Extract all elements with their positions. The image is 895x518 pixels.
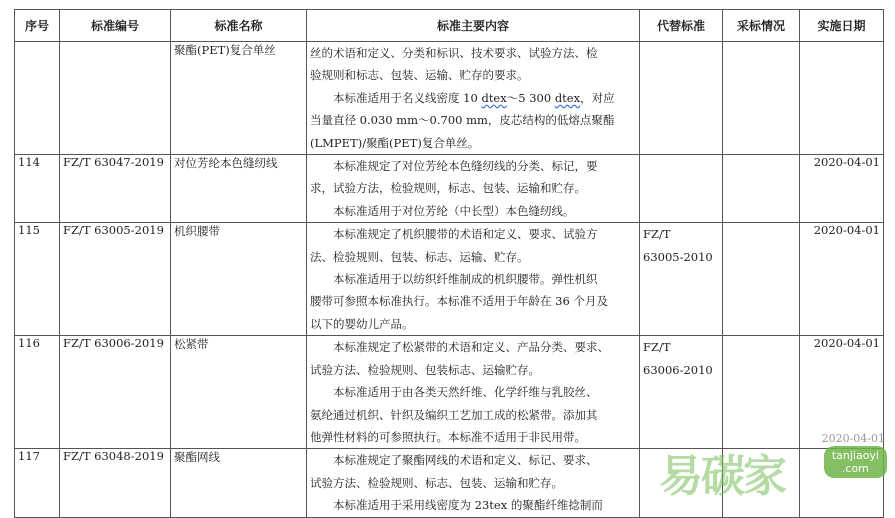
table-row (15, 223, 884, 336)
col-header-code: 标准编号 (60, 10, 171, 42)
content-line: 腰带可参照本标准执行。本标准不适用于年龄在 36 个月及 (310, 294, 608, 309)
replaced-line: FZ/T (643, 227, 671, 242)
row-number (15, 42, 60, 155)
content-line: 本标准规定了对位芳纶本色缝纫线的分类、标记，要 (333, 159, 598, 174)
replaced-line: 63006-2010 (643, 362, 713, 377)
content-line: 本标准规定了聚酯网线的术语和定义、标记、要求、 (333, 453, 598, 468)
standard-code: FZ/T 63005-2019 (60, 223, 171, 336)
effective-date: 2020-04-01 (800, 336, 884, 449)
col-header-seq: 序号 (15, 10, 60, 42)
effective-date: 2020-04-01 (800, 155, 884, 223)
watermark-brand: 易碳家 (659, 451, 785, 502)
content-line: 本标准规定了松紧带的术语和定义、产品分类、要求、 (333, 340, 609, 355)
replaced-line: FZ/T (643, 340, 671, 355)
standard-code: FZ/T 63047-2019 (60, 155, 171, 223)
content-line: 他弹性材料的可参照执行。本标准不适用于非民用带。 (310, 429, 586, 444)
content-line: 本标准适用于由各类天然纤维、化学纤维与乳胶丝、 (333, 385, 598, 400)
content-line: 本标准适用于对位芳纶（中长型）本色缝纫线。 (333, 203, 575, 218)
standard-content (307, 449, 640, 517)
col-header-replaces: 代替标准 (640, 10, 723, 42)
standard-name: 对位芳纶本色缝纫线 (171, 155, 307, 223)
adoption-status (723, 336, 800, 449)
replaced-standard (640, 336, 723, 449)
content-line: 验规则和标志、包装、运输、贮存的要求。 (310, 68, 529, 83)
adoption-status (723, 155, 800, 223)
row-number: 116 (15, 336, 60, 449)
standard-name: 聚酯(PET)复合单丝 (171, 42, 307, 155)
replaced-line: 63005-2010 (643, 249, 713, 264)
content-line: 求，试验方法，检验规则，标志、包装、运输和贮存。 (310, 181, 586, 196)
col-header-name: 标准名称 (171, 10, 307, 42)
adoption-status (723, 223, 800, 336)
row-number: 114 (15, 155, 60, 223)
standard-name: 机织腰带 (171, 223, 307, 336)
replaced-standard (640, 155, 723, 223)
content-line: 本标准适用于采用线密度为 23tex 的聚酯纤维捻制而 (333, 498, 603, 513)
standard-code (60, 42, 171, 155)
table-row (15, 336, 884, 449)
content-line: 法、检验规则、包装、标志、运输、贮存。 (310, 249, 529, 264)
watermark-badge (824, 446, 887, 478)
content-line: 以下的婴幼儿产品。 (310, 316, 414, 331)
standard-name: 松紧带 (171, 336, 307, 449)
col-header-content: 标准主要内容 (307, 10, 640, 42)
content-line: 本标准适用于以纺织纤维制成的机织腰带。弹性机织 (333, 272, 598, 287)
header-row (15, 10, 884, 42)
standard-code: FZ/T 63006-2019 (60, 336, 171, 449)
content-line: 氨纶通过机织、针织及编织工艺加工成的松紧带。添加其 (310, 407, 598, 422)
standard-content (307, 336, 640, 449)
standard-code: FZ/T 63048-2019 (60, 449, 171, 517)
watermark-cut-text: 2020-04-01 (821, 432, 885, 445)
watermark-badge-line: tanjiaoyi (831, 449, 879, 462)
watermark-badge-line: .com (841, 462, 869, 475)
adoption-status (723, 42, 800, 155)
replaced-standard (640, 223, 723, 336)
col-header-adoption: 采标情况 (723, 10, 800, 42)
standard-content (307, 223, 640, 336)
content-line: (LMPET)/聚酯(PET)复合单丝。 (310, 135, 480, 150)
standard-content (307, 42, 640, 155)
table-row (15, 42, 884, 155)
effective-date (800, 42, 884, 155)
standard-name: 聚酯网线 (171, 449, 307, 517)
content-line: 本标准适用于名义线密度 10 dtex～5 300 dtex，对应 (333, 90, 615, 105)
content-line: 丝的术语和定义、分类和标识、技术要求、试验方法、检 (310, 46, 598, 60)
effective-date: 2020-04-01 (800, 223, 884, 336)
content-line: 当量直径 0.030 mm～0.700 mm，皮芯结构的低熔点聚酯 (310, 113, 615, 128)
content-line: 试验方法、检验规则、标志、包装、运输和贮存。 (310, 475, 563, 490)
table-row (15, 155, 884, 223)
standard-content (307, 155, 640, 223)
watermark-logo (659, 432, 889, 506)
content-line: 本标准规定了机织腰带的术语和定义、要求、试验方 (333, 227, 598, 242)
row-number: 115 (15, 223, 60, 336)
content-line: 试验方法、检验规则、包装标志、运输贮存。 (310, 362, 540, 377)
col-header-date: 实施日期 (800, 10, 884, 42)
row-number: 117 (15, 449, 60, 517)
replaced-standard (640, 42, 723, 155)
